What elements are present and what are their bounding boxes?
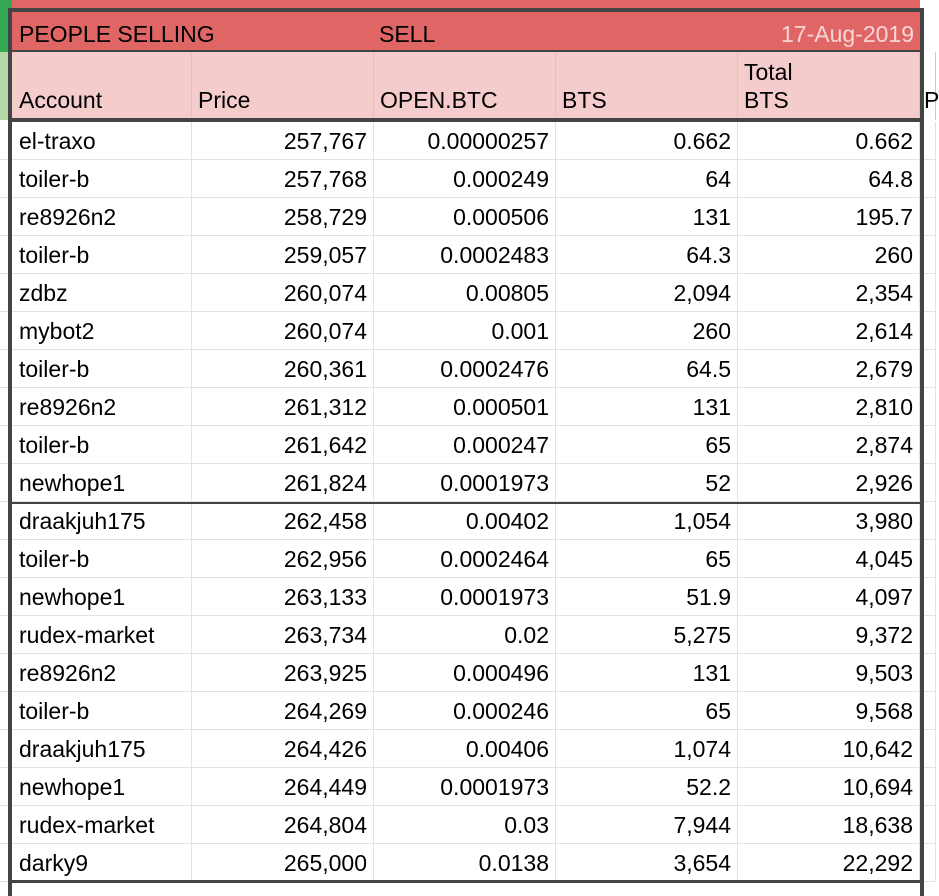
row-gutter-cell[interactable] [0,540,12,578]
total-bts-cell[interactable]: 195.7 [738,198,920,236]
offscreen-cell[interactable] [920,844,936,882]
bts-cell[interactable]: 65 [556,692,738,730]
open-btc-cell[interactable]: 0.000496 [374,654,556,692]
account-cell[interactable]: darky9 [12,844,192,882]
account-cell[interactable]: toiler-b [12,160,192,198]
offscreen-cell[interactable] [920,540,936,578]
row-gutter-cell[interactable] [0,198,12,236]
bts-cell[interactable]: 131 [556,388,738,426]
bts-cell[interactable]: 64.3 [556,236,738,274]
table-row [0,350,936,388]
row-gutter-cell[interactable] [0,806,12,844]
bts-cell[interactable]: 2,094 [556,274,738,312]
table-row [0,236,936,274]
open-btc-cell[interactable]: 0.02 [374,616,556,654]
row-gutter-cell[interactable] [0,52,12,120]
open-btc-cell[interactable]: 0.000247 [374,426,556,464]
open-btc-cell[interactable]: 0.0001973 [374,578,556,616]
price-cell[interactable]: 265,000 [192,844,374,882]
offscreen-cell[interactable] [920,312,936,350]
row-gutter-cell[interactable] [0,388,12,426]
offscreen-cell[interactable] [920,350,936,388]
total-bts-cell[interactable]: 4,097 [738,578,920,616]
table-row [0,578,936,616]
open-btc-cell[interactable]: 0.000246 [374,692,556,730]
offscreen-cell[interactable] [920,274,936,312]
open-btc-cell[interactable]: 0.00000257 [374,122,556,160]
total-bts-cell[interactable]: 2,614 [738,312,920,350]
bts-cell[interactable]: 1,074 [556,730,738,768]
total-bts-cell[interactable]: 10,642 [738,730,920,768]
account-cell[interactable]: newhope1 [12,768,192,806]
row-gutter-cell[interactable] [0,0,12,52]
price-cell[interactable]: 264,449 [192,768,374,806]
total-bts-cell[interactable]: 4,045 [738,540,920,578]
table-row [0,426,936,464]
row-gutter-cell[interactable] [0,312,12,350]
open-btc-cell[interactable]: 0.000501 [374,388,556,426]
price-cell[interactable]: 260,361 [192,350,374,388]
account-cell[interactable]: toiler-b [12,350,192,388]
account-cell[interactable]: re8926n2 [12,654,192,692]
date-label[interactable]: 17-Aug-2019 [738,0,920,52]
total-bts-cell[interactable]: 9,568 [738,692,920,730]
price-cell[interactable]: 260,074 [192,312,374,350]
price-cell[interactable]: 261,312 [192,388,374,426]
bts-cell[interactable]: 64 [556,160,738,198]
row-gutter-cell[interactable] [0,464,12,502]
open-btc-cell[interactable]: 0.001 [374,312,556,350]
offscreen-cell[interactable] [920,464,936,502]
price-cell[interactable]: 261,642 [192,426,374,464]
side-label[interactable]: SELL [374,0,556,52]
total-bts-cell[interactable]: 9,372 [738,616,920,654]
bts-cell[interactable]: 131 [556,654,738,692]
total-bts-cell[interactable]: 2,874 [738,426,920,464]
table-row [0,654,936,692]
title-row [0,0,936,52]
row-gutter-cell[interactable] [0,274,12,312]
offscreen-cell[interactable] [920,388,936,426]
price-cell[interactable]: 260,074 [192,274,374,312]
header-total-bts[interactable]: Total BTS [738,52,920,120]
header-bts[interactable]: BTS [556,52,738,120]
open-btc-cell[interactable]: 0.0001973 [374,768,556,806]
header-account[interactable]: Account [12,52,192,120]
account-cell[interactable]: toiler-b [12,236,192,274]
total-bts-cell[interactable]: 2,810 [738,388,920,426]
price-cell[interactable]: 263,734 [192,616,374,654]
row-gutter-cell[interactable] [0,160,12,198]
price-cell[interactable]: 262,458 [192,502,374,540]
account-cell[interactable]: re8926n2 [12,198,192,236]
price-cell[interactable]: 257,767 [192,122,374,160]
account-cell[interactable]: re8926n2 [12,388,192,426]
table-row [0,198,936,236]
price-cell[interactable]: 263,925 [192,654,374,692]
offscreen-cell[interactable] [920,654,936,692]
bts-cell[interactable]: 260 [556,312,738,350]
total-bts-cell[interactable]: 9,503 [738,654,920,692]
total-bts-cell[interactable]: 18,638 [738,806,920,844]
price-cell[interactable]: 261,824 [192,464,374,502]
row-gutter-cell[interactable] [0,616,12,654]
table-row [0,730,936,768]
price-cell[interactable]: 258,729 [192,198,374,236]
open-btc-cell[interactable]: 0.00805 [374,274,556,312]
offscreen-cell[interactable] [920,122,936,160]
account-cell[interactable]: toiler-b [12,692,192,730]
bts-cell[interactable]: 51.9 [556,578,738,616]
bts-cell[interactable]: 65 [556,540,738,578]
row-gutter-cell[interactable] [0,122,12,160]
offscreen-cell[interactable] [920,198,936,236]
total-bts-cell[interactable]: 260 [738,236,920,274]
bts-cell[interactable]: 131 [556,198,738,236]
bts-cell[interactable]: 3,654 [556,844,738,882]
header-price[interactable]: Price [192,52,374,120]
header-partial[interactable]: P [920,52,936,120]
account-cell[interactable]: newhope1 [12,464,192,502]
total-bts-cell[interactable]: 3,980 [738,502,920,540]
row-gutter-cell[interactable] [0,350,12,388]
offscreen-cell[interactable] [920,426,936,464]
table-row [0,388,936,426]
row-gutter-cell[interactable] [0,502,12,540]
table-row [0,160,936,198]
offscreen-cell[interactable] [920,236,936,274]
offscreen-cell[interactable] [920,768,936,806]
account-cell[interactable]: zdbz [12,274,192,312]
table-row [0,312,936,350]
account-cell[interactable]: newhope1 [12,578,192,616]
row-gutter-cell[interactable] [0,654,12,692]
offscreen-cell[interactable] [920,160,936,198]
table-row [0,844,936,882]
bts-cell[interactable]: 52 [556,464,738,502]
header-open-btc[interactable]: OPEN.BTC [374,52,556,120]
account-cell[interactable]: el-traxo [12,122,192,160]
table-row [0,692,936,730]
table-row [0,464,936,502]
price-cell[interactable]: 264,804 [192,806,374,844]
table-row [0,540,936,578]
offscreen-cell[interactable] [920,692,936,730]
open-btc-cell[interactable]: 0.000249 [374,160,556,198]
total-bts-cell[interactable]: 2,926 [738,464,920,502]
open-btc-cell[interactable]: 0.0138 [374,844,556,882]
table-row [0,122,936,160]
price-cell[interactable]: 263,133 [192,578,374,616]
account-cell[interactable]: toiler-b [12,426,192,464]
total-bts-cell[interactable]: 2,679 [738,350,920,388]
row-gutter-cell[interactable] [0,426,12,464]
offscreen-cell[interactable] [920,502,936,540]
table-row [0,502,936,540]
table-title[interactable]: PEOPLE SELLING [12,0,374,52]
offscreen-cell[interactable] [920,578,936,616]
bts-cell[interactable]: 52.2 [556,768,738,806]
bts-cell[interactable]: 5,275 [556,616,738,654]
account-cell[interactable]: mybot2 [12,312,192,350]
row-gutter-cell[interactable] [0,692,12,730]
offscreen-cell[interactable] [920,730,936,768]
account-cell[interactable]: rudex-market [12,806,192,844]
price-cell[interactable]: 264,426 [192,730,374,768]
table-row [0,274,936,312]
open-btc-cell[interactable]: 0.000506 [374,198,556,236]
price-cell[interactable]: 262,956 [192,540,374,578]
bts-cell[interactable]: 64.5 [556,350,738,388]
title-empty-cell[interactable] [556,0,738,52]
account-cell[interactable]: draakjuh175 [12,730,192,768]
offscreen-cell[interactable] [920,616,936,654]
row-gutter-cell[interactable] [0,768,12,806]
open-btc-cell[interactable]: 0.03 [374,806,556,844]
bts-cell[interactable]: 7,944 [556,806,738,844]
total-bts-cell[interactable]: 2,354 [738,274,920,312]
row-gutter-cell[interactable] [0,578,12,616]
bts-cell[interactable]: 65 [556,426,738,464]
open-btc-cell[interactable]: 0.0002483 [374,236,556,274]
total-bts-cell[interactable]: 10,694 [738,768,920,806]
table-row [0,768,936,806]
bts-cell[interactable]: 0.662 [556,122,738,160]
account-cell[interactable]: toiler-b [12,540,192,578]
row-gutter-cell[interactable] [0,236,12,274]
price-cell[interactable]: 264,269 [192,692,374,730]
table-row [0,806,936,844]
offscreen-cell[interactable] [920,806,936,844]
total-bts-cell[interactable]: 64.8 [738,160,920,198]
row-gutter-cell[interactable] [0,730,12,768]
open-btc-cell[interactable]: 0.00402 [374,502,556,540]
open-btc-cell[interactable]: 0.0001973 [374,464,556,502]
account-cell[interactable]: draakjuh175 [12,502,192,540]
total-bts-cell[interactable]: 22,292 [738,844,920,882]
header-row [0,52,939,120]
row-gutter-cell[interactable] [0,844,12,882]
account-cell[interactable]: rudex-market [12,616,192,654]
table-row [0,616,936,654]
offscreen-cell[interactable] [920,0,936,52]
price-cell[interactable]: 257,768 [192,160,374,198]
open-btc-cell[interactable]: 0.0002464 [374,540,556,578]
price-cell[interactable]: 259,057 [192,236,374,274]
total-bts-cell[interactable]: 0.662 [738,122,920,160]
bts-cell[interactable]: 1,054 [556,502,738,540]
open-btc-cell[interactable]: 0.00406 [374,730,556,768]
open-btc-cell[interactable]: 0.0002476 [374,350,556,388]
